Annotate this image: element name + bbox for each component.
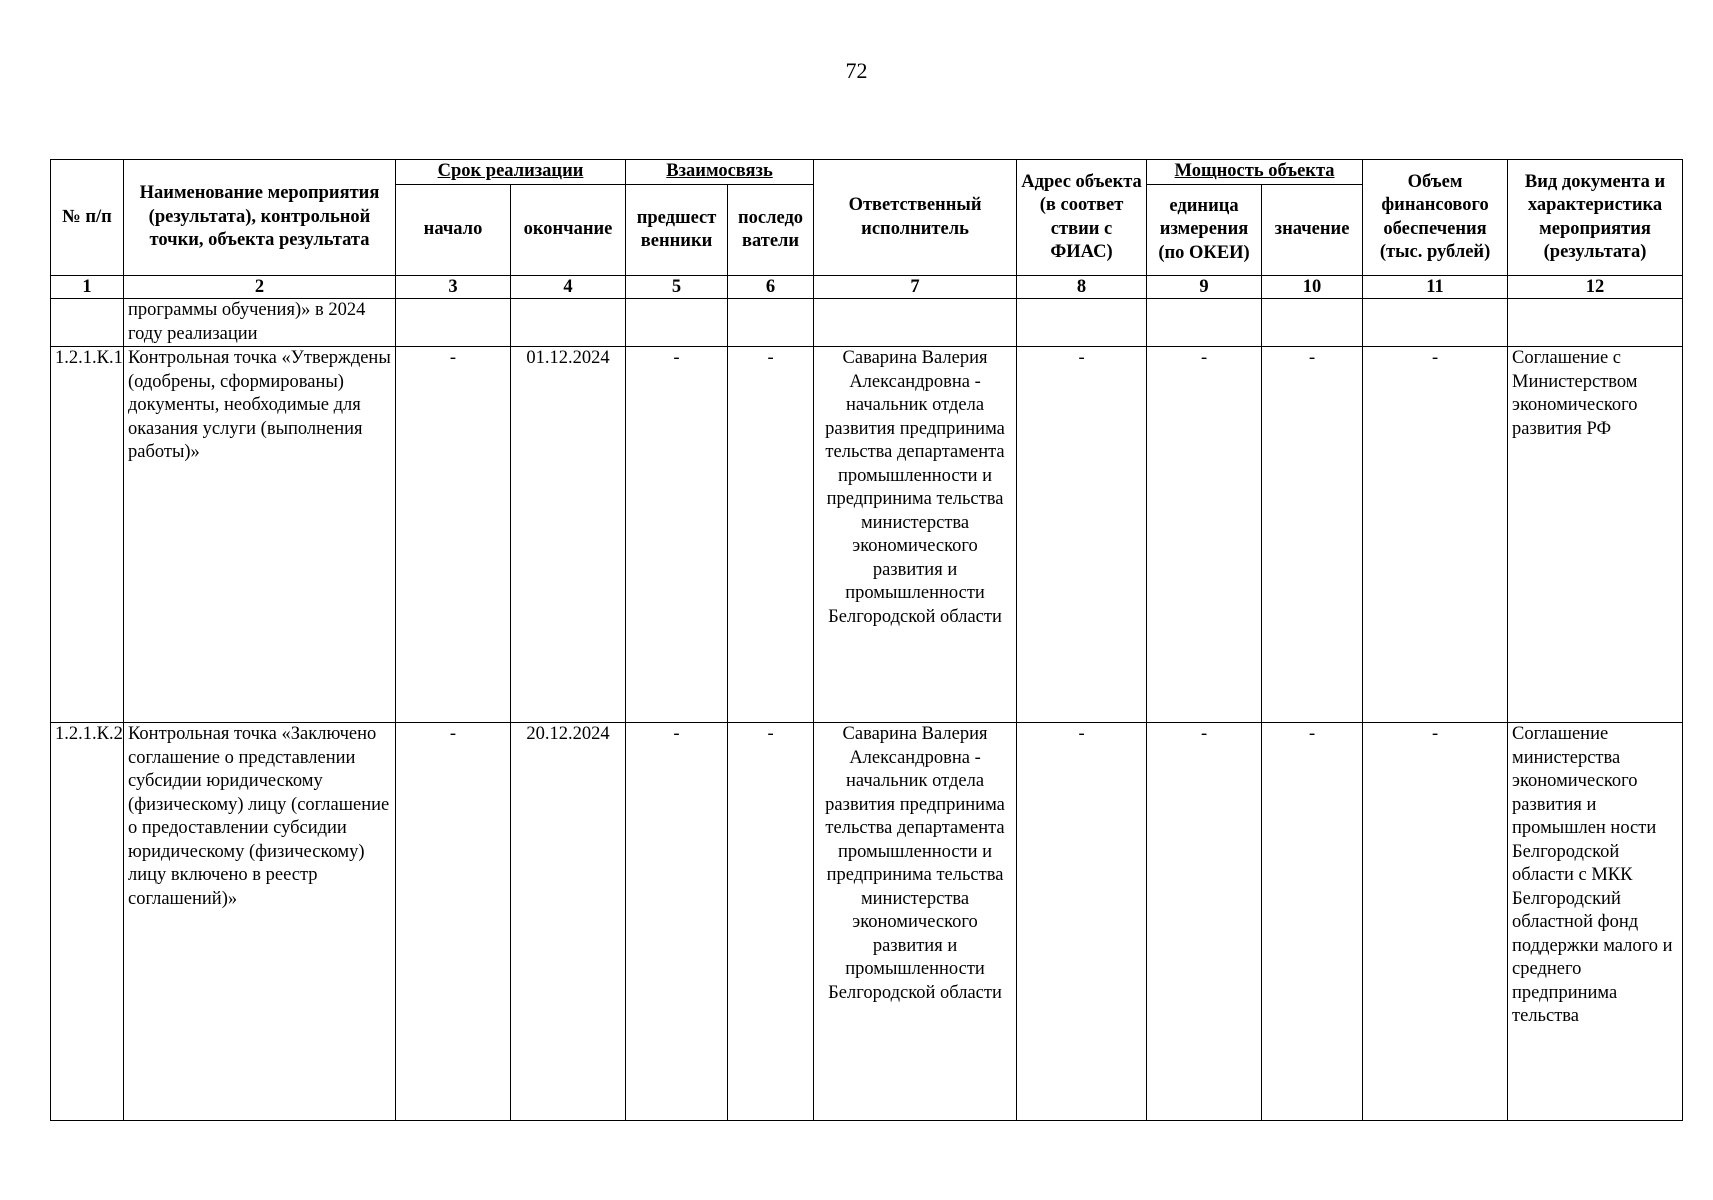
cell-address: - xyxy=(1017,723,1147,1121)
header-group-capacity: Мощность объекта xyxy=(1147,160,1363,185)
header-value: значение xyxy=(1262,185,1363,276)
cell-predecessors: - xyxy=(626,723,728,1121)
cell-successors xyxy=(728,299,814,347)
cell-name: Контрольная точка «Утверждены (одобрены, сформированы) документы, необходимые для оказания услуги (выполнения работы)» xyxy=(124,347,396,723)
cell-finance: - xyxy=(1363,347,1508,723)
cell-doc: Соглашение министерства экономического развития и промышлен ности Белгородской области с МКК Белгородский областной фонд поддержки малого и среднего предпринима тельства xyxy=(1508,723,1683,1121)
col-number: 6 xyxy=(728,276,814,299)
cell-start: - xyxy=(396,723,511,1121)
cell-value xyxy=(1262,299,1363,347)
cell-doc xyxy=(1508,299,1683,347)
cell-name: Контрольная точка «Заключено соглашение о представлении субсидии юридическому (физическому) лицу (соглашение о предоставлении субсидии юридическому (физическому) лицу включено в реестр соглашений)» xyxy=(124,723,396,1121)
table-row xyxy=(51,347,1683,723)
page-number: 72 xyxy=(845,58,868,83)
header-predecessors: предшест венники xyxy=(626,185,728,276)
cell-unit: - xyxy=(1147,347,1262,723)
cell-responsible: Саварина Валерия Александровна - начальник отдела развития предпринима тельства департамента промышленности и предпринима тельства министерства экономического развития и промышленности Белгородской области xyxy=(814,723,1017,1121)
cell-end xyxy=(511,299,626,347)
table-row-continuation xyxy=(51,299,1683,347)
cell-successors: - xyxy=(728,723,814,1121)
col-number: 10 xyxy=(1262,276,1363,299)
col-number: 4 xyxy=(511,276,626,299)
table-row xyxy=(51,723,1683,1121)
header-start: начало xyxy=(396,185,511,276)
col-number: 1 xyxy=(51,276,124,299)
cell-end: 01.12.2024 xyxy=(511,347,626,723)
cell-start: - xyxy=(396,347,511,723)
header-group-term: Срок реализации xyxy=(396,160,626,185)
col-number: 8 xyxy=(1017,276,1147,299)
header-name: Наименование мероприятия (результата), контрольной точки, объекта результата xyxy=(124,160,396,276)
cell-successors: - xyxy=(728,347,814,723)
header-group-relation: Взаимосвязь xyxy=(626,160,814,185)
cell-address: - xyxy=(1017,347,1147,723)
header-unit: единица измерения (по ОКЕИ) xyxy=(1147,185,1262,276)
header-successors: последо ватели xyxy=(728,185,814,276)
cell-start xyxy=(396,299,511,347)
cell-doc: Соглашение с Министерством экономического развития РФ xyxy=(1508,347,1683,723)
cell-name: программы обучения)» в 2024 году реализации xyxy=(124,299,396,347)
header-end: окончание xyxy=(511,185,626,276)
cell-finance: - xyxy=(1363,723,1508,1121)
header-responsible: Ответственный исполнитель xyxy=(814,160,1017,276)
cell-unit xyxy=(1147,299,1262,347)
cell-num: 1.2.1.К.2 xyxy=(51,723,124,1121)
cell-predecessors: - xyxy=(626,347,728,723)
col-number: 2 xyxy=(124,276,396,299)
header-finance: Объем финансового обеспечения (тыс. рублей) xyxy=(1363,160,1508,276)
col-number: 11 xyxy=(1363,276,1508,299)
cell-address xyxy=(1017,299,1147,347)
col-number: 5 xyxy=(626,276,728,299)
col-number: 9 xyxy=(1147,276,1262,299)
cell-end: 20.12.2024 xyxy=(511,723,626,1121)
cell-num: 1.2.1.К.1 xyxy=(51,347,124,723)
cell-num xyxy=(51,299,124,347)
plan-table xyxy=(50,159,1683,1121)
header-doc: Вид документа и характеристика мероприятия (результата) xyxy=(1508,160,1683,276)
cell-finance xyxy=(1363,299,1508,347)
header-address: Адрес объекта (в соответ ствии с ФИАС) xyxy=(1017,160,1147,276)
col-number: 12 xyxy=(1508,276,1683,299)
header-num: № п/п xyxy=(51,160,124,276)
cell-value: - xyxy=(1262,723,1363,1121)
col-number: 7 xyxy=(814,276,1017,299)
cell-responsible: Саварина Валерия Александровна - начальник отдела развития предпринима тельства департамента промышленности и предпринима тельства министерства экономического развития и промышленности Белгородской области xyxy=(814,347,1017,723)
cell-value: - xyxy=(1262,347,1363,723)
col-number: 3 xyxy=(396,276,511,299)
cell-unit: - xyxy=(1147,723,1262,1121)
cell-predecessors xyxy=(626,299,728,347)
cell-responsible xyxy=(814,299,1017,347)
